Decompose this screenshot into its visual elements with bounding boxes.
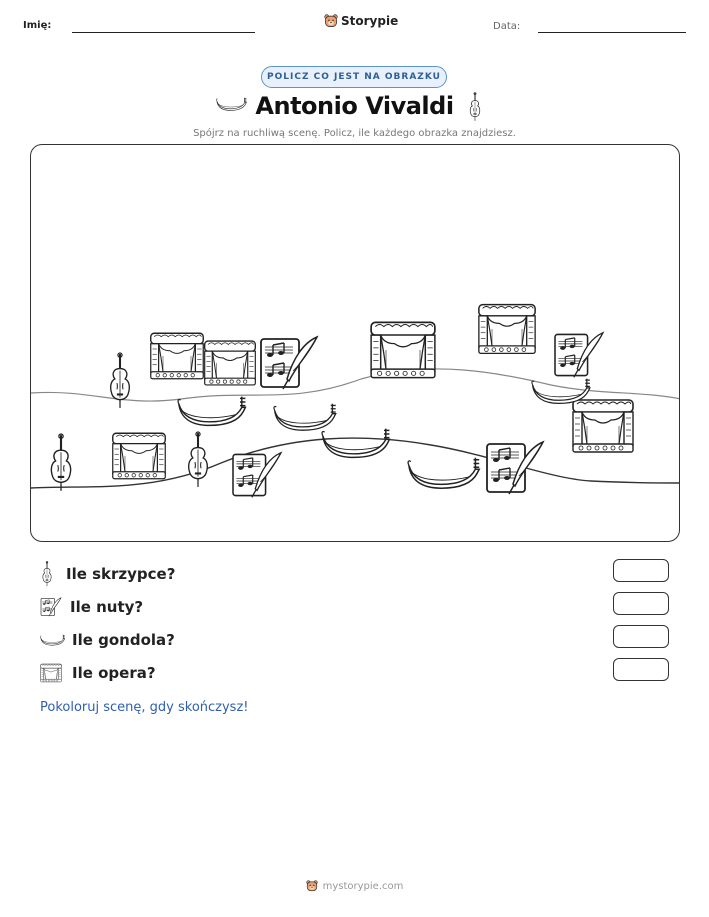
brand-name: Storypie <box>341 14 399 28</box>
music-sheet-icon <box>555 333 603 378</box>
question-row-music-sheet <box>40 594 143 620</box>
music-sheet-icon <box>261 337 317 389</box>
bear-logo-icon <box>306 880 318 892</box>
opera-icon <box>151 333 204 379</box>
question-text: Ile nuty? <box>70 598 144 616</box>
question-text: Ile opera? <box>72 664 156 682</box>
music-sheet-icon <box>233 453 281 498</box>
question-row-violin <box>40 561 175 587</box>
date-field[interactable] <box>538 32 686 33</box>
question-row-opera <box>40 660 156 686</box>
gondola-icon <box>408 458 479 488</box>
bear-logo-icon <box>324 14 338 28</box>
answer-box-gondola[interactable] <box>613 625 669 648</box>
answer-box-music-sheet[interactable] <box>613 592 669 615</box>
coloring-instruction: Pokoloruj scenę, gdy skończysz! <box>40 700 249 715</box>
opera-icon <box>205 341 256 385</box>
gondola-icon <box>274 404 336 430</box>
answer-box-violin[interactable] <box>613 559 669 582</box>
violin-icon <box>468 92 482 122</box>
page-subtitle: Spójrz na ruchliwą scenę. Policz, ile każdego obrazka znajdziesz. <box>193 128 516 139</box>
page-title: Antonio Vivaldi <box>255 92 454 120</box>
opera-icon <box>40 663 62 683</box>
opera-icon <box>573 400 633 452</box>
scene-drawing <box>31 145 680 542</box>
question-text: Ile gondola? <box>72 631 175 649</box>
violin-icon <box>189 432 208 487</box>
brand-logo <box>324 14 398 28</box>
counting-scene <box>30 144 680 542</box>
question-text: Ile skrzypce? <box>66 565 176 583</box>
gondola-icon <box>178 397 245 426</box>
gondola-icon <box>40 633 66 647</box>
violin-icon <box>51 434 70 491</box>
opera-icon <box>113 433 166 479</box>
music-sheet-icon <box>40 597 62 617</box>
gondola-icon <box>322 429 389 458</box>
name-field[interactable] <box>72 32 255 33</box>
footer-url[interactable]: mystorypie.com <box>322 880 404 892</box>
footer <box>0 880 709 892</box>
opera-icon <box>371 322 435 377</box>
date-label: Data: <box>493 21 521 32</box>
instruction-badge: POLICZ CO JEST NA OBRAZKU <box>261 66 447 88</box>
question-row-gondola <box>40 627 175 653</box>
violin-icon <box>40 561 54 587</box>
music-sheet-icon <box>487 442 543 494</box>
name-label: Imię: <box>23 20 52 31</box>
answer-box-opera[interactable] <box>613 658 669 681</box>
opera-icon <box>479 305 535 354</box>
